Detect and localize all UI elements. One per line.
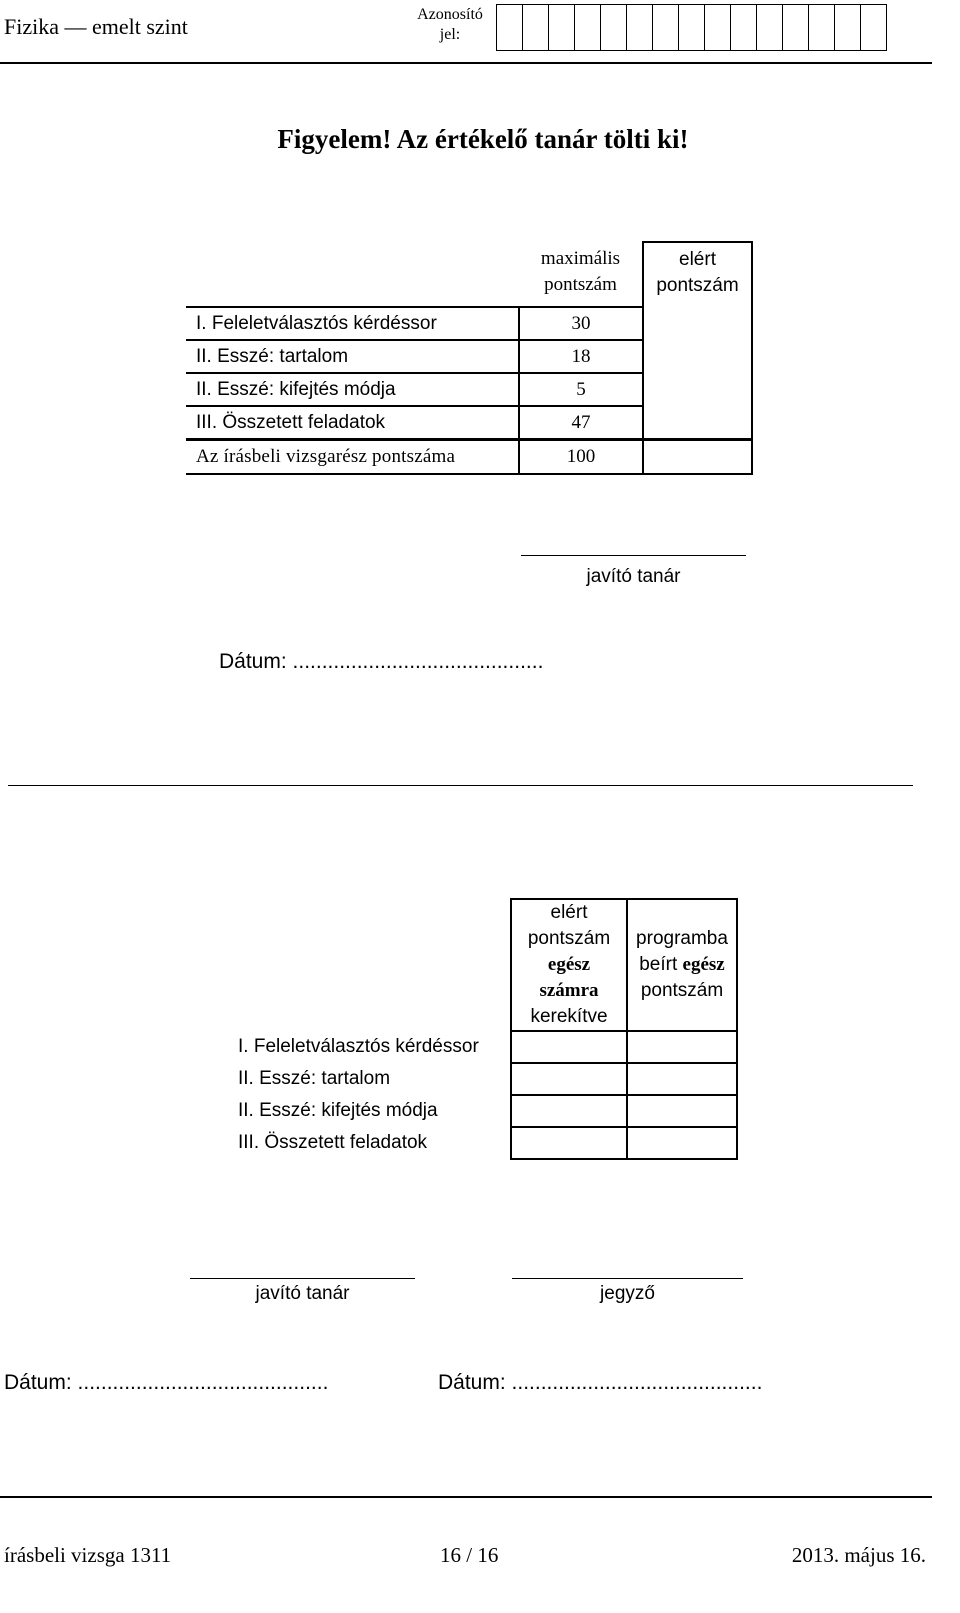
id-label [412, 5, 488, 45]
rounded-cell[interactable] [511, 1095, 627, 1127]
col-program-line3: pontszám [640, 980, 724, 1001]
id-box[interactable] [860, 4, 887, 51]
header-rule [0, 62, 932, 64]
table-row [232, 1031, 737, 1063]
row-max: 30 [519, 307, 643, 340]
rounded-header-row [232, 899, 737, 1031]
id-box[interactable] [548, 4, 575, 51]
id-box[interactable] [652, 4, 679, 51]
rounded-cell[interactable] [511, 1031, 627, 1063]
id-box[interactable] [574, 4, 601, 51]
col-max-line2: pontszám [544, 274, 617, 295]
rounded-table [232, 898, 738, 1160]
row-label: II. Esszé: kifejtés módja [238, 1100, 438, 1121]
col-rounded-line: elért [550, 902, 588, 923]
col-max-header [519, 242, 643, 307]
col-program-line2b: egész [682, 954, 725, 975]
col-program-line1: programba [636, 928, 728, 949]
date-field[interactable]: Dátum: ........................................... [219, 650, 544, 673]
program-cell[interactable] [627, 1031, 737, 1063]
program-cell[interactable] [627, 1095, 737, 1127]
id-box[interactable] [808, 4, 835, 51]
signature-line-notary[interactable] [512, 1278, 743, 1279]
id-boxes [497, 4, 887, 51]
table-row [232, 1095, 737, 1127]
row-max: 5 [519, 373, 643, 406]
signature-label: javító tanár [586, 566, 681, 587]
col-got-line2: pontszám [656, 275, 739, 296]
col-rounded-line: kerekítve [530, 1006, 608, 1027]
summary-header-blank [187, 242, 520, 307]
signature-label-teacher: javító tanár [255, 1283, 350, 1304]
row-label: I. Feleletválasztós kérdéssor [187, 307, 520, 340]
col-rounded-line: egész [547, 954, 591, 975]
col-rounded-header [511, 899, 627, 1031]
row-label: II. Esszé: tartalom [238, 1068, 391, 1089]
id-box[interactable] [600, 4, 627, 51]
footer-rule [0, 1496, 932, 1498]
id-box[interactable] [730, 4, 757, 51]
signature-label-notary: jegyző [600, 1283, 655, 1304]
summary-header-row [187, 242, 753, 307]
col-rounded-line: pontszám [527, 928, 611, 949]
total-got-cell[interactable] [643, 440, 752, 475]
id-box[interactable] [782, 4, 809, 51]
id-label-line2: jel: [439, 26, 461, 43]
id-box[interactable] [678, 4, 705, 51]
id-box[interactable] [834, 4, 861, 51]
id-box[interactable] [704, 4, 731, 51]
rounded-cell[interactable] [511, 1127, 627, 1159]
date-field-notary[interactable]: Dátum: ........................................... [438, 1371, 763, 1394]
row-max: 18 [519, 340, 643, 373]
footer-exam: írásbeli vizsga 1311 [4, 1543, 172, 1567]
signature-line[interactable] [521, 555, 746, 556]
id-box[interactable] [756, 4, 783, 51]
table-row [232, 1127, 737, 1159]
col-rounded-line: számra [539, 980, 599, 1001]
total-max: 100 [519, 440, 643, 475]
row-max: 47 [519, 406, 643, 440]
col-got-line1: elért [679, 249, 716, 270]
signature-line-teacher[interactable] [190, 1278, 415, 1279]
id-box[interactable] [522, 4, 549, 51]
col-max-line1: maximális [540, 248, 621, 269]
col-got-header [643, 242, 752, 440]
row-label: II. Esszé: kifejtés módja [187, 373, 520, 406]
total-row [187, 440, 753, 475]
footer-date: 2013. május 16. [791, 1543, 926, 1567]
row-label: II. Esszé: tartalom [187, 340, 520, 373]
program-cell[interactable] [627, 1127, 737, 1159]
col-program-line2a: beírt [639, 954, 683, 975]
rounded-cell[interactable] [511, 1063, 627, 1095]
footer-page-number: 16 / 16 [440, 1543, 499, 1567]
id-box[interactable] [496, 4, 523, 51]
id-box[interactable] [626, 4, 653, 51]
section-divider [8, 785, 913, 786]
program-cell[interactable] [627, 1063, 737, 1095]
row-label: III. Összetett feladatok [187, 406, 520, 440]
col-program-header [627, 899, 737, 1031]
total-label: Az írásbeli vizsgarész pontszáma [187, 440, 520, 475]
rounded-header-blank [232, 899, 511, 1031]
row-label: III. Összetett feladatok [238, 1132, 428, 1153]
header-title: Fizika — emelt szint [4, 14, 188, 39]
table-row [232, 1063, 737, 1095]
col-program-line2 [628, 952, 736, 978]
date-field-teacher[interactable]: Dátum: ........................................... [4, 1371, 329, 1394]
row-label: I. Feleletválasztós kérdéssor [238, 1036, 479, 1057]
warning-heading: Figyelem! Az értékelő tanár tölti ki! [277, 124, 689, 154]
summary-table [186, 241, 753, 475]
id-label-line1: Azonosító [417, 6, 483, 23]
